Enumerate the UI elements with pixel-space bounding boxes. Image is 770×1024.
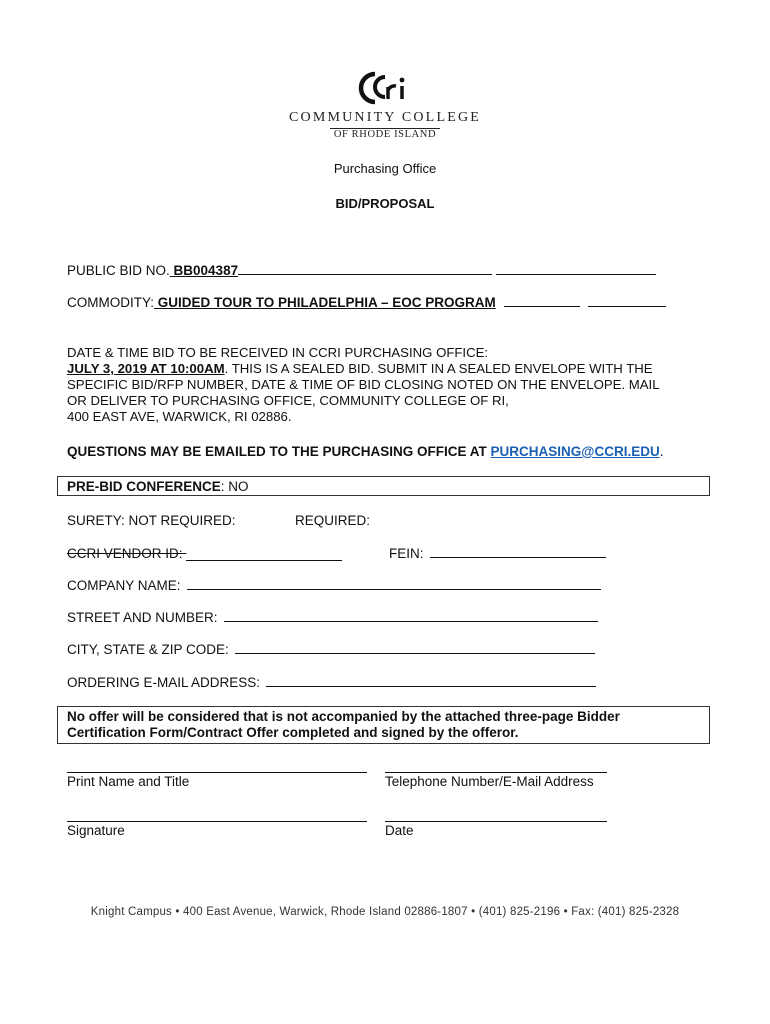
commodity-blank-line-2 (588, 294, 666, 307)
vendor-id-field[interactable] (186, 548, 342, 561)
instructions-line-1: DATE & TIME BID TO BE RECEIVED IN CCRI PURCHASING OFFICE: (67, 345, 489, 360)
print-name-label: Print Name and Title (67, 774, 190, 789)
ordering-email-field[interactable] (266, 674, 596, 687)
commodity-row (67, 294, 666, 311)
surety-label: SURETY: NOT REQUIRED: (67, 513, 236, 528)
street-field[interactable] (224, 609, 598, 622)
city-field[interactable] (235, 641, 595, 654)
closing-date: JULY 3, 2019 AT 10:00AM (67, 361, 225, 376)
vendor-id-label: CCRI VENDOR ID: (67, 546, 187, 561)
company-label: COMPANY NAME: (67, 578, 181, 593)
commodity-value: GUIDED TOUR TO PHILADELPHIA – EOC PROGRAM (154, 295, 496, 310)
date-line[interactable] (385, 821, 607, 822)
prebid-conference-box (57, 476, 710, 496)
vendor-id-row (67, 545, 342, 562)
commodity-blank-line (504, 294, 580, 307)
college-name: COMMUNITY COLLEGE (288, 110, 482, 125)
signature-line[interactable] (67, 821, 367, 822)
instructions-line-5: 400 EAST AVE, WARWICK, RI 02886. (67, 409, 292, 424)
company-row (67, 577, 601, 594)
prebid-label: PRE-BID CONFERENCE (67, 479, 221, 494)
public-bid-row (67, 262, 656, 279)
public-bid-label: PUBLIC BID NO. (67, 263, 170, 278)
purchasing-email-link[interactable]: PURCHASING@CCRI.EDU (490, 444, 660, 459)
fein-field[interactable] (430, 545, 606, 558)
offer-notice-box: No offer will be considered that is not accompanied by the attached three-page Bidder Certification Form/Contract Offer completed and signed by the offeror. (57, 706, 710, 744)
instructions-line-3: SPECIFIC BID/RFP NUMBER, DATE & TIME OF BID CLOSING NOTED ON THE ENVELOPE. MAIL (67, 377, 660, 392)
telephone-label: Telephone Number/E-Mail Address (385, 774, 594, 789)
fein-label: FEIN: (389, 546, 424, 561)
bid-blank-line-2 (496, 262, 656, 275)
company-field[interactable] (187, 577, 601, 590)
college-subtitle: OF RHODE ISLAND (0, 129, 770, 140)
college-logo-icon (353, 68, 417, 108)
instructions-line-4: OR DELIVER TO PURCHASING OFFICE, COMMUNITY COLLEGE OF RI, (67, 393, 509, 408)
document-title: BID/PROPOSAL (335, 196, 435, 211)
street-row (67, 609, 598, 626)
date-label: Date (385, 823, 414, 838)
instructions-line-2: JULY 3, 2019 AT 10:00AM. THIS IS A SEALED BID. SUBMIT IN A SEALED ENVELOPE WITH THE (67, 361, 653, 376)
city-label: CITY, STATE & ZIP CODE: (67, 642, 229, 657)
telephone-line[interactable] (385, 772, 607, 773)
page-footer: Knight Campus • 400 East Avenue, Warwick, Rhode Island 02886-1807 • (401) 825-2196 • Fax: (401) 825-2328 (90, 906, 680, 918)
prebid-value: : NO (220, 479, 249, 494)
questions-row: QUESTIONS MAY BE EMAILED TO THE PURCHASING OFFICE AT PURCHASING@CCRI.EDU. (67, 444, 664, 459)
bid-blank-line (238, 262, 492, 275)
fein-row (389, 545, 606, 562)
street-label: STREET AND NUMBER: (67, 610, 218, 625)
city-row (67, 641, 595, 658)
office-title: Purchasing Office (333, 161, 437, 176)
instructions-paragraph (67, 345, 717, 425)
signature-label: Signature (67, 823, 125, 838)
email-row (67, 674, 596, 691)
print-name-line[interactable] (67, 772, 367, 773)
commodity-label: COMMODITY: (67, 295, 154, 310)
ordering-email-label: ORDERING E-MAIL ADDRESS: (67, 675, 261, 690)
public-bid-value: BB004387 (169, 263, 239, 278)
surety-required-label: REQUIRED: (295, 513, 371, 528)
